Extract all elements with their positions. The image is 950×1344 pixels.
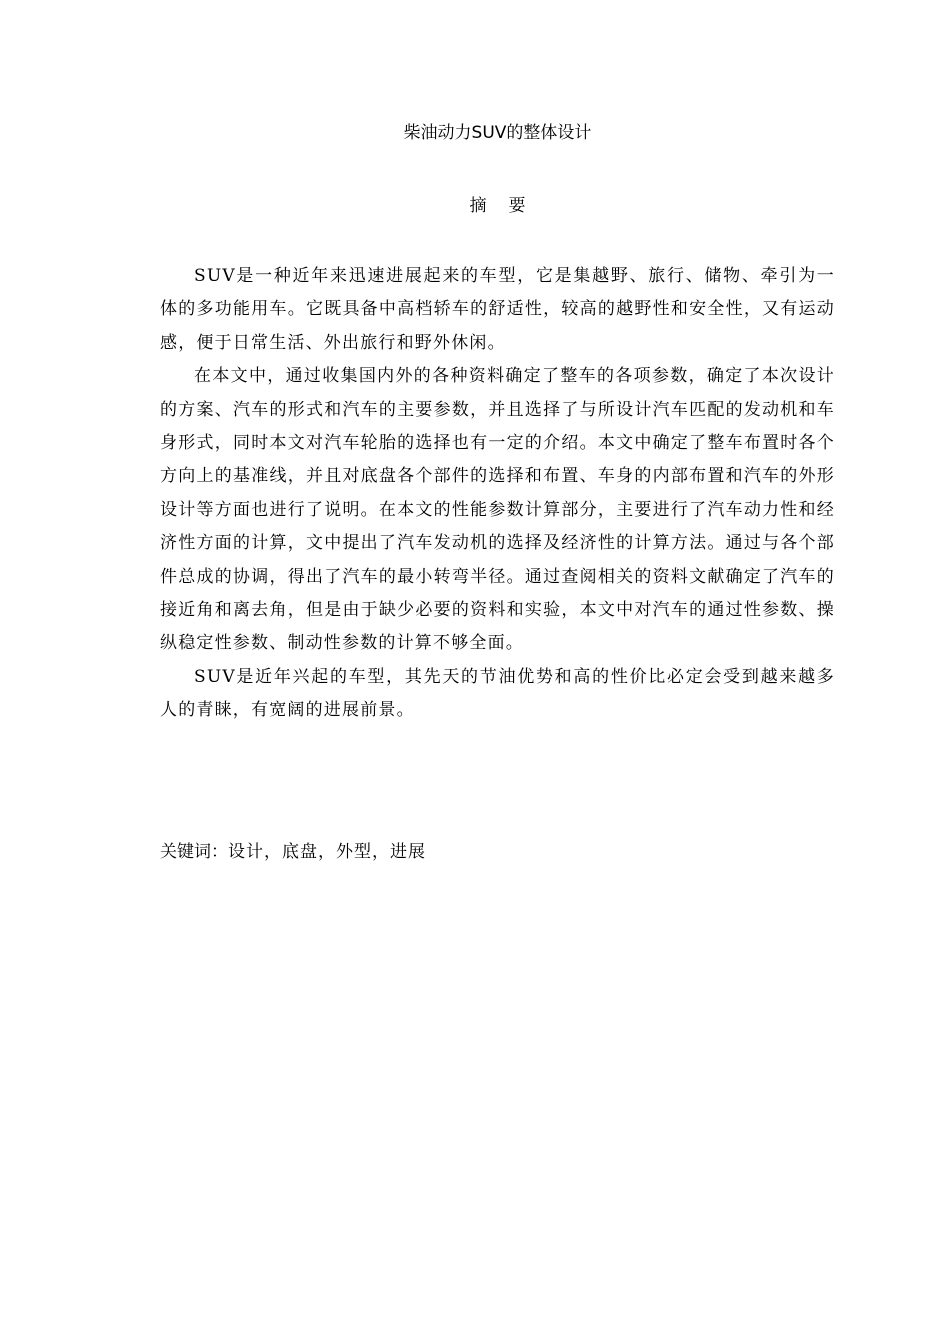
abstract-paragraph-3: SUV是近年兴起的车型，其先天的节油优势和高的性价比必定会受到越来越多人的青睐，有宽阔的进展前景。 <box>160 666 835 721</box>
abstract-paragraph-1: SUV是一种近年来迅速进展起来的车型，它是集越野、旅行、储物、牵引为一体的多功能用车。它既具备中高档轿车的舒适性，较高的越野性和安全性，又有运动感，便于日常生活、外出旅行和野外休闲。 <box>160 266 835 353</box>
document-title: 柴油动力SUV的整体设计 <box>403 123 592 143</box>
abstract-paragraph-2: 在本文中，通过收集国内外的各种资料确定了整车的各项参数，确定了本次设计的方案、汽车的形式和汽车的主要参数，并且选择了与所设计汽车匹配的发动机和车身形式，同时本文对汽车轮胎的选择也有一定的介绍。本文中确定了整车布置时各个方向上的基准线，并且对底盘各个部件的选择和布置、车身的内部布置和汽车的外形设计等方面也进行了说明。在本文的性能参数计算部分，主要进行了汽车动力性和经济性方面的计算，文中提出了汽车发动机的选择及经济性的计算方法。通过与各个部件总成的协调，得出了汽车的最小转弯半径。通过查阅相关的资料文献确定了汽车的接近角和离去角，但是由于缺少必要的资料和实验，本文中对汽车的通过性参数、操纵稳定性参数、制动性参数的计算不够全面。 <box>160 366 835 654</box>
keywords-value: 设计，底盘，外型，进展 <box>228 842 426 862</box>
abstract-body <box>160 260 835 728</box>
keywords-line <box>160 838 835 866</box>
abstract-heading: 摘要 <box>469 196 548 216</box>
keywords-label: 关键词： <box>160 842 228 862</box>
